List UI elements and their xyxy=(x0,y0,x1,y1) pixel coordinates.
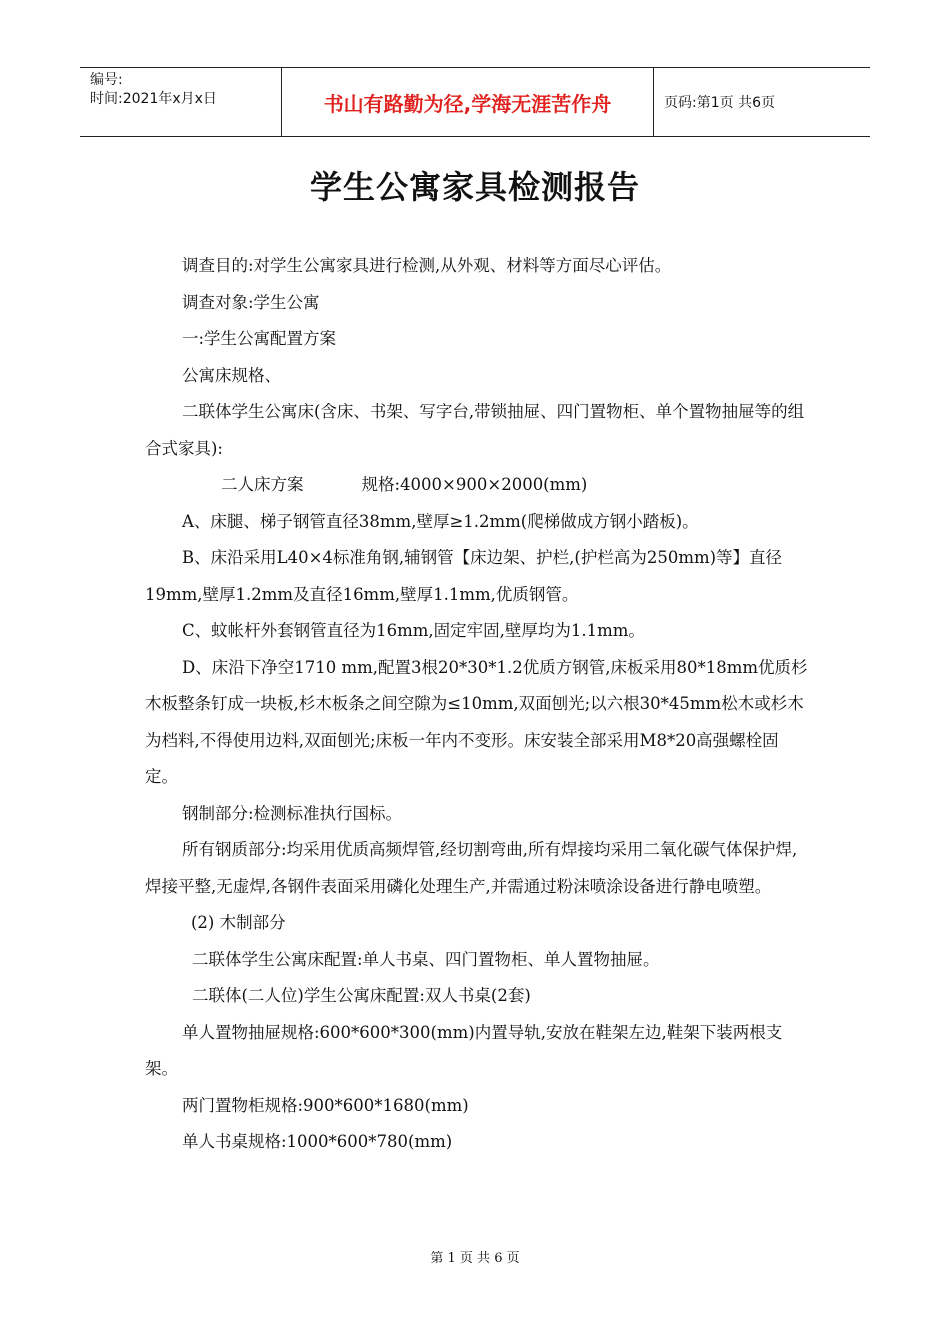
paragraph-wood-config: 二联体学生公寓床配置:单人书桌、四门置物柜、单人置物抽屉。 xyxy=(192,949,660,969)
plan-spec: 规格:4000×900×2000(mm) xyxy=(361,475,588,494)
header-meta-cell xyxy=(80,68,282,136)
paragraph-steel-standard: 钢制部分:检测标准执行国标。 xyxy=(182,803,403,823)
page-header xyxy=(80,67,870,137)
paragraph-bed-spec: 公寓床规格、 xyxy=(182,365,281,385)
paragraph-wood-config-two: 二联体(二人位)学生公寓床配置:双人书桌(2套) xyxy=(192,986,531,1005)
section-heading-wood: (2) 木制部分 xyxy=(191,913,286,932)
page-footer: 第 1 页 共 6 页 xyxy=(430,1251,520,1266)
paragraph-two-person-plan xyxy=(145,467,810,504)
paragraph-item-b: B、床沿采用L40×4标准角钢,辅钢管【床边架、护栏,(护栏高为250mm)等】直径19mm,壁厚1.2mm及直径16mm,壁厚1.1mm,优质钢管。 xyxy=(145,548,783,604)
number-label: 编号: xyxy=(90,72,123,88)
paragraph-purpose: 调查目的:对学生公寓家具进行检测,从外观、材料等方面尽心评估。 xyxy=(182,256,672,275)
paragraph-desk-spec: 单人书桌规格:1000*600*780(mm) xyxy=(182,1132,453,1151)
document-title: 学生公寓家具检测报告 xyxy=(309,168,640,206)
paragraph-item-c: C、蚊帐杆外套钢管直径为16mm,固定牢固,壁厚均为1.1mm。 xyxy=(182,621,645,640)
header-motto: 书山有路勤为径,学海无涯苦作舟 xyxy=(282,68,654,136)
header-page-info: 页码:第1页 共6页 xyxy=(664,95,775,111)
document-body xyxy=(145,248,810,1161)
section-heading-config: 一:学生公寓配置方案 xyxy=(182,329,337,348)
time-label: 时间:2021年x月x日 xyxy=(90,91,217,107)
paragraph-item-a: A、床腿、梯子钢管直径38mm,壁厚≥1.2mm(爬梯做成方钢小踏板)。 xyxy=(182,511,699,531)
paragraph-drawer-spec: 单人置物抽屉规格:600*600*300(mm)内置导轨,安放在鞋架左边,鞋架下装两根支架。 xyxy=(145,1022,783,1078)
paragraph-object: 调查对象:学生公寓 xyxy=(182,292,320,312)
paragraph-bed-description: 二联体学生公寓床(含床、书架、写字台,带锁抽屉、四门置物柜、单个置物抽屉等的组合式家具): xyxy=(145,402,805,458)
paragraph-item-d: D、床沿下净空1710 mm,配置3根20*30*1.2优质方钢管,床板采用80*18mm优质杉木板整条钉成一块板,杉木板条之间空隙为≤10mm,双面刨光;以六根30*45mm松木或杉木为档料,不得使用边料,双面刨光;床板一年内不变形。床安装全部采用M8*20高强螺栓固定。 xyxy=(145,657,808,786)
paragraph-cabinet-spec: 两门置物柜规格:900*600*1680(mm) xyxy=(182,1095,469,1115)
plan-name: 二人床方案 xyxy=(221,475,304,494)
paragraph-steel-parts: 所有钢质部分:均采用优质高频焊管,经切割弯曲,所有焊接均采用二氧化碳气体保护焊,焊接平整,无虚焊,各钢件表面采用磷化处理生产,并需通过粉沫喷涂设备进行静电喷塑。 xyxy=(145,840,798,896)
